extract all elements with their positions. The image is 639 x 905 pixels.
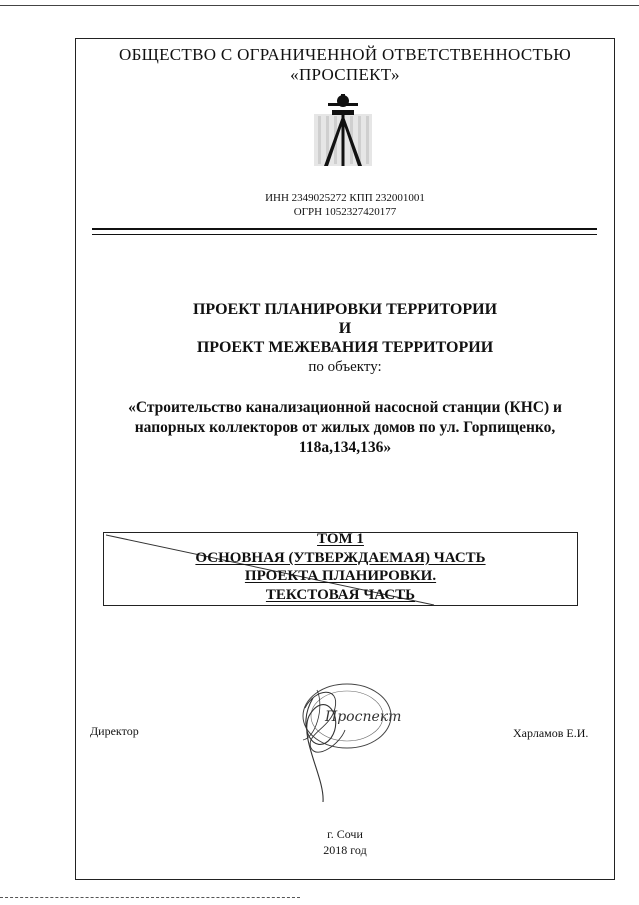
- company-stamp-icon: [285, 668, 405, 808]
- year: 2018 год: [323, 843, 367, 857]
- volume-project: ПРОЕКТА ПЛАНИРОВКИ.: [244, 568, 437, 584]
- object-line-2: напорных коллекторов от жилых домов по ул. Горпищенко,: [134, 419, 556, 436]
- object-line-3: 118а,134,136»: [298, 439, 392, 456]
- director-name: Харламов Е.И.: [513, 726, 589, 740]
- title-line-1: ПРОЕКТ ПЛАНИРОВКИ ТЕРРИТОРИИ: [192, 301, 498, 318]
- scan-edge-top: [0, 5, 639, 6]
- object-name: [90, 398, 600, 458]
- document-title: [75, 300, 615, 357]
- volume-box: [103, 532, 578, 606]
- city: г. Сочи: [327, 827, 363, 841]
- title-line-2: И: [338, 320, 352, 337]
- inn-kpp: ИНН 2349025272 КПП 232001001: [265, 192, 425, 204]
- volume-number: ТОМ 1: [317, 531, 364, 547]
- location-and-year: [75, 826, 615, 858]
- org-line-2: «ПРОСПЕКТ»: [290, 65, 400, 84]
- title-subtitle: по объекту:: [308, 359, 382, 375]
- ogrn: ОГРН 1052327420177: [293, 206, 397, 218]
- scan-edge-bottom: [0, 897, 300, 898]
- registration-info: [75, 191, 615, 219]
- volume-part: ОСНОВНАЯ (УТВЕРЖДАЕМАЯ) ЧАСТЬ: [195, 549, 486, 566]
- svg-text:Проспект: Проспект: [325, 709, 402, 725]
- org-line-1: ОБЩЕСТВО С ОГРАНИЧЕННОЙ ОТВЕТСТВЕННОСТЬЮ: [119, 45, 571, 64]
- volume-text: [104, 530, 577, 604]
- object-line-1: «Строительство канализационной насосной станции (КНС) и: [128, 399, 562, 416]
- header-rule-thick: [92, 228, 597, 230]
- surveyor-tripod-logo-icon: [308, 92, 378, 170]
- title-line-3: ПРОЕКТ МЕЖЕВАНИЯ ТЕРРИТОРИИ: [196, 339, 494, 356]
- header-rule-thin: [92, 234, 597, 235]
- organization-name: [75, 45, 615, 85]
- director-label: Директор: [90, 724, 139, 738]
- volume-text-part: ТЕКСТОВАЯ ЧАСТЬ: [265, 586, 416, 603]
